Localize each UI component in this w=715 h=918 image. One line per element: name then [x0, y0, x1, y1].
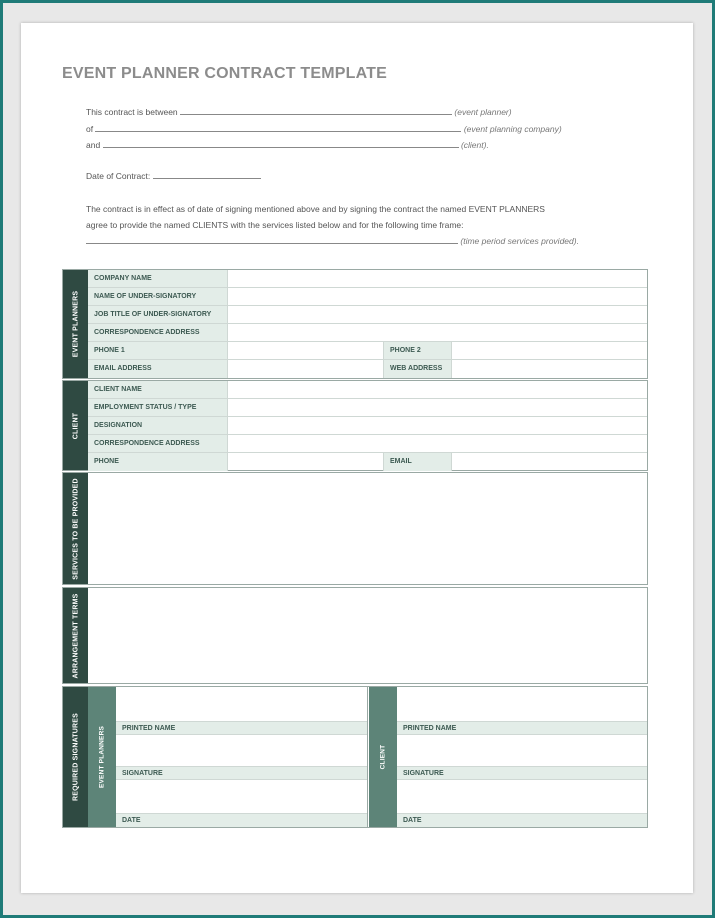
- client-name-row: [88, 381, 647, 399]
- sig-planners-area: [116, 687, 368, 827]
- client-side-label: CLIENT: [72, 412, 79, 439]
- services-side-label: SERVICES TO BE PROVIDED: [72, 477, 79, 580]
- para-line-3: [86, 236, 579, 246]
- employment-field[interactable]: [228, 399, 647, 416]
- window-frame: [3, 3, 712, 915]
- phone-row: [88, 342, 647, 360]
- under-signatory-row: [88, 288, 647, 306]
- arrangement-section: [62, 587, 648, 684]
- phone1-field[interactable]: [228, 342, 384, 359]
- signatures-side: [63, 687, 88, 827]
- company-name-row: [88, 270, 647, 288]
- para-line-1: The contract is in effect as of date of signing mentioned above and by signing the contract the named EVENT PLANNERS: [86, 204, 545, 214]
- services-section: [62, 472, 648, 585]
- intro-line-1: [86, 107, 512, 117]
- client-email-field[interactable]: [452, 453, 647, 471]
- arrangement-side: [63, 588, 88, 683]
- document-page: [21, 23, 693, 893]
- job-title-label: JOB TITLE OF UNDER-SIGNATORY: [88, 306, 228, 323]
- web-address-field[interactable]: [452, 360, 647, 378]
- intro-line-1-prefix: This contract is between: [86, 107, 178, 117]
- under-signatory-field[interactable]: [228, 288, 647, 305]
- job-title-field[interactable]: [228, 306, 647, 323]
- intro-line-1-hint: (event planner): [454, 107, 512, 117]
- event-planner-blank[interactable]: [180, 107, 452, 115]
- planner-address-field[interactable]: [228, 324, 647, 341]
- email-address-label: EMAIL ADDRESS: [88, 360, 228, 378]
- event-planners-section: [62, 269, 648, 379]
- client-section: [62, 380, 648, 471]
- time-period-blank[interactable]: [86, 236, 458, 244]
- designation-field[interactable]: [228, 417, 647, 434]
- job-title-row: [88, 306, 647, 324]
- event-planners-side-label: EVENT PLANNERS: [72, 290, 79, 358]
- para-hint: (time period services provided).: [460, 236, 579, 246]
- intro-line-3-prefix: and: [86, 140, 101, 150]
- client-phone-row: [88, 453, 647, 471]
- signatures-side-label: REQUIRED SIGNATURES: [72, 712, 79, 802]
- client-email-label: EMAIL: [384, 453, 452, 471]
- email-web-row: [88, 360, 647, 378]
- sig-client-label: CLIENT: [379, 744, 387, 770]
- date-blank[interactable]: [153, 171, 261, 179]
- date-of-contract: [86, 171, 261, 181]
- company-blank[interactable]: [95, 124, 461, 132]
- designation-label: DESIGNATION: [88, 417, 228, 434]
- designation-row: [88, 417, 647, 435]
- web-address-label: WEB ADDRESS: [384, 360, 452, 378]
- date-label: Date of Contract:: [86, 171, 151, 181]
- client-date-label: DATE: [397, 813, 647, 827]
- company-name-field[interactable]: [228, 270, 647, 287]
- email-address-field[interactable]: [228, 360, 384, 378]
- client-name-field[interactable]: [228, 381, 647, 398]
- planner-printed-name-label: PRINTED NAME: [116, 721, 367, 735]
- page-title: EVENT PLANNER CONTRACT TEMPLATE: [62, 65, 388, 82]
- para-line-2: agree to provide the named CLIENTS with the services listed below and for the following time frame:: [86, 220, 464, 230]
- client-side: [63, 381, 88, 470]
- employment-row: [88, 399, 647, 417]
- intro-line-2: [86, 124, 562, 134]
- planner-signature-label: SIGNATURE: [116, 766, 367, 780]
- services-side: [63, 473, 88, 584]
- sig-planners-label: EVENT PLANNERS: [98, 725, 106, 789]
- signatures-section: [62, 686, 648, 828]
- company-name-label: COMPANY NAME: [88, 270, 228, 287]
- client-phone-label: PHONE: [88, 453, 228, 471]
- phone2-field[interactable]: [452, 342, 647, 359]
- services-field[interactable]: [88, 473, 647, 584]
- arrangement-side-label: ARRANGEMENT TERMS: [72, 592, 79, 679]
- intro-line-3: [86, 140, 489, 150]
- client-address-field[interactable]: [228, 435, 647, 452]
- client-address-label: CORRESPONDENCE ADDRESS: [88, 435, 228, 452]
- sig-client-area: [397, 687, 647, 827]
- intro-line-2-prefix: of: [86, 124, 94, 134]
- client-signature-label: SIGNATURE: [397, 766, 647, 780]
- client-printed-name-label: PRINTED NAME: [397, 721, 647, 735]
- client-phone-field[interactable]: [228, 453, 384, 471]
- intro-line-2-hint: (event planning company): [463, 124, 562, 134]
- planner-date-label: DATE: [116, 813, 367, 827]
- client-address-row: [88, 435, 647, 453]
- sig-client-side: [369, 687, 397, 827]
- client-blank[interactable]: [103, 140, 459, 148]
- under-signatory-label: NAME OF UNDER-SIGNATORY: [88, 288, 228, 305]
- client-name-label: CLIENT NAME: [88, 381, 228, 398]
- arrangement-field[interactable]: [88, 588, 647, 683]
- planner-address-label: CORRESPONDENCE ADDRESS: [88, 324, 228, 341]
- phone1-label: PHONE 1: [88, 342, 228, 359]
- sig-planners-side: [88, 687, 116, 827]
- event-planners-side: [63, 270, 88, 378]
- phone2-label: PHONE 2: [384, 342, 452, 359]
- planner-address-row: [88, 324, 647, 342]
- intro-line-3-hint: (client).: [460, 140, 489, 150]
- employment-label: EMPLOYMENT STATUS / TYPE: [88, 399, 228, 416]
